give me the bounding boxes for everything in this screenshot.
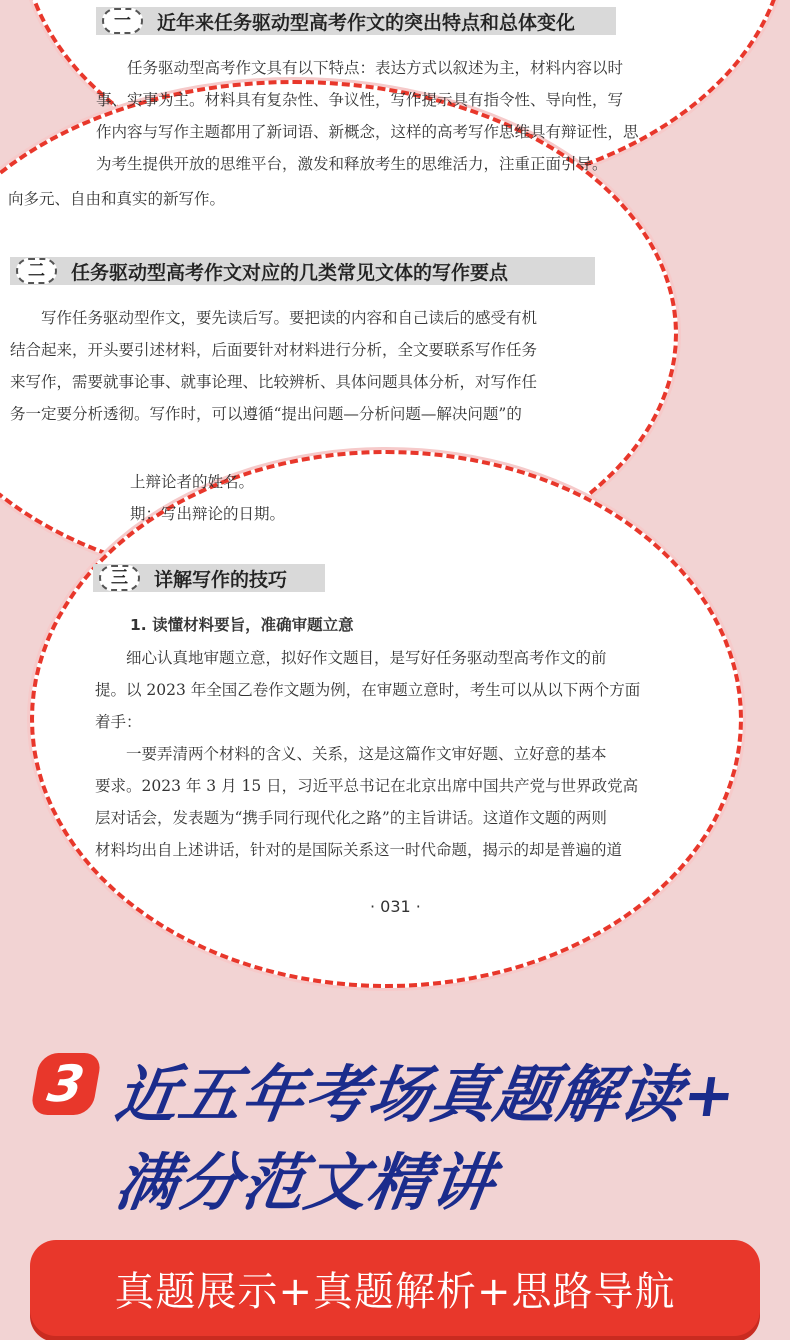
paragraph-line: 期：写出辩论的日期。 [130, 505, 286, 523]
section-3-body [95, 642, 725, 866]
section-2-number: 二 [16, 258, 57, 284]
section-3-subtitle: 1. 读懂材料要旨，准确审题立意 [130, 616, 354, 634]
section-3-title: 详解写作的技巧 [154, 568, 288, 591]
paragraph-line: 任务驱动型高考作文具有以下特点：表达方式以叙述为主，材料内容以时 [127, 59, 624, 77]
paragraph-line: 务一定要分析透彻。写作时，可以遵循“提出问题—分析问题—解决问题”的 [10, 405, 522, 423]
paragraph-line: 要求。2023 年 3 月 15 日，习近平总书记在北京出席中国共产党与世界政党高 [95, 777, 639, 795]
paragraph-line: 层对话会，发表题为“携手同行现代化之路”的主旨讲话。这道作文题的两则 [95, 809, 607, 827]
paragraph-line: 一要弄清两个材料的含义、关系，这是这篇作文审好题、立好意的基本 [126, 745, 607, 763]
section-2-heading [10, 255, 595, 287]
paragraph-line: 作内容与写作主题都用了新词语、新概念，这样的高考写作思维具有辩证性，思 [96, 123, 639, 141]
section-3-heading [93, 562, 325, 594]
paragraph-line: 事、实事为主。材料具有复杂性、争议性，写作提示具有指令性、导向性，写 [96, 91, 624, 109]
cta-button[interactable]: 真题展示+真题解析+思路导航 [30, 1240, 760, 1336]
paragraph-line: 结合起来，开头要引述材料，后面要针对材料进行分析，全文要联系写作任务 [10, 341, 538, 359]
banner-title-line-1: 近五年考场真题解读+ [111, 1058, 742, 1131]
section-2-tail [130, 466, 285, 530]
paragraph-line: 写作任务驱动型作文，要先读后写。要把读的内容和自己读后的感受有机 [41, 309, 538, 327]
paragraph-line: 提。以 2023 年全国乙卷作文题为例，在审题立意时，考生可以从以下两个方面 [95, 681, 641, 699]
paragraph-line: 材料均出自上述讲话，针对的是国际关系这一时代命题，揭示的却是普遍的道 [95, 841, 623, 859]
paragraph-line: 为考生提供开放的思维平台，激发和释放考生的思维活力，注重正面引导。 [96, 155, 608, 173]
banner-title-line-2: 满分范文精讲 [111, 1146, 500, 1219]
section-1-tail [8, 183, 225, 215]
section-1-body [96, 52, 686, 180]
paragraph-line: 上辩论者的姓名。 [130, 473, 255, 491]
page-number: · 031 · [370, 897, 421, 916]
section-1-heading [96, 5, 616, 37]
paragraph-line: 细心认真地审题立意，拟好作文题目，是写好任务驱动型高考作文的前 [126, 649, 607, 667]
section-2-body [10, 302, 650, 430]
section-1-number: 一 [102, 8, 143, 34]
section-2-title: 任务驱动型高考作文对应的几类常见文体的写作要点 [71, 261, 509, 284]
paragraph-line: 着手： [95, 713, 142, 731]
number-badge: 3 [30, 1053, 103, 1115]
section-3-number: 三 [99, 565, 140, 591]
paragraph-line: 来写作，需要就事论事、就事论理、比较辨析、具体问题具体分析，对写作任 [10, 373, 538, 391]
paragraph-line: 向多元、自由和真实的新写作。 [8, 190, 226, 208]
section-1-title: 近年来任务驱动型高考作文的突出特点和总体变化 [157, 11, 576, 34]
